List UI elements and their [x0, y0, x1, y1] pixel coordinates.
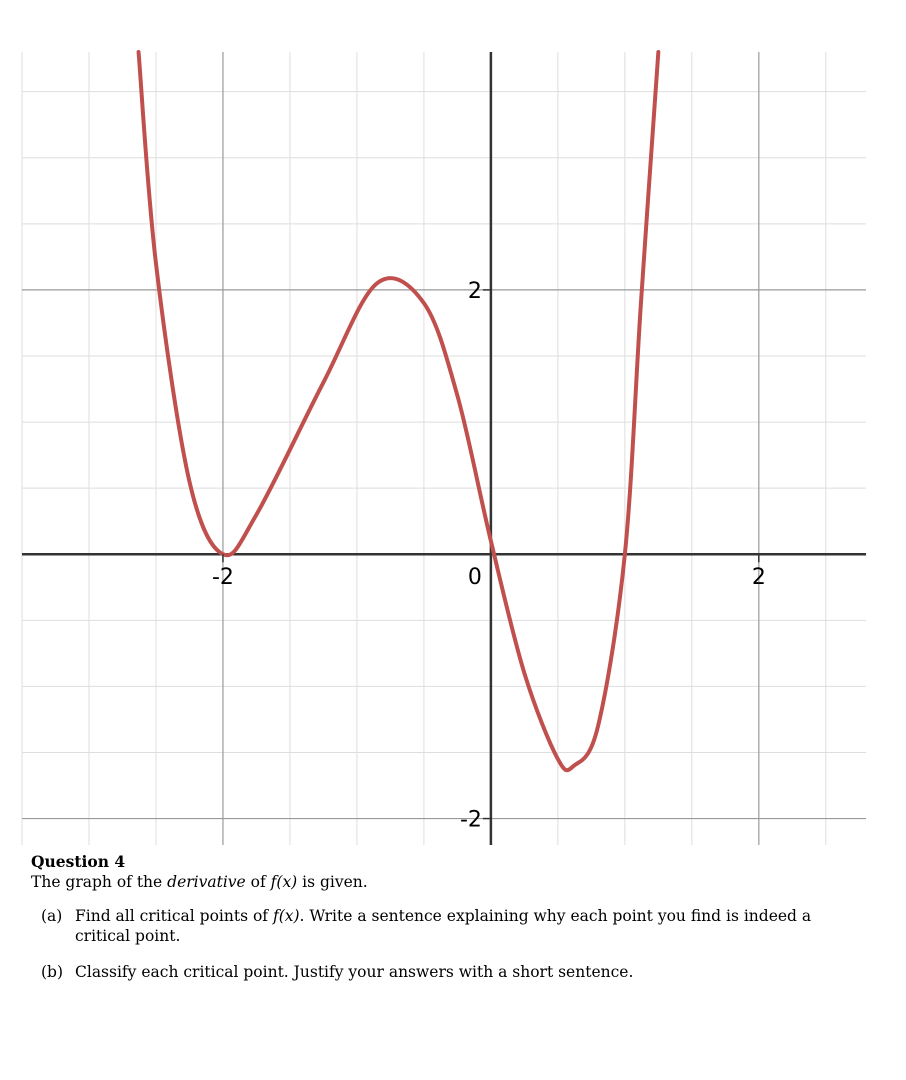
- part-a-text-after: . Write a sentence explaining why each point you find is indeed a critical point.: [75, 907, 812, 945]
- intro-text-mid: of: [245, 873, 271, 891]
- part-a-label: (a): [41, 907, 63, 925]
- x-tick-label: 2: [751, 565, 766, 591]
- part-a-text: [75, 906, 871, 946]
- part-b-label: (b): [41, 963, 64, 981]
- x-tick-label: 0: [467, 565, 482, 591]
- intro-fx: f(x): [270, 873, 298, 891]
- y-tick-label: 2: [467, 278, 482, 304]
- question-title: Question 4: [31, 852, 126, 871]
- y-tick-label: -2: [459, 807, 482, 833]
- part-a-text-before: Find all critical points of: [75, 907, 273, 925]
- question-parts: [41, 906, 871, 982]
- part-b-text: Classify each critical point. Justify your answers with a short sentence.: [75, 963, 634, 981]
- intro-emphasis: derivative: [167, 873, 246, 891]
- intro-text-after: is given.: [297, 873, 368, 891]
- part-a-fx: f(x): [272, 907, 300, 925]
- question-part-a: [41, 906, 871, 946]
- question-intro: [31, 872, 871, 892]
- question-block: [31, 852, 871, 998]
- tick-labels: [212, 279, 766, 833]
- derivative-curve: [139, 52, 659, 770]
- intro-text-before: The graph of the: [31, 873, 168, 891]
- question-part-b: [41, 962, 871, 982]
- x-tick-label: -2: [211, 565, 234, 591]
